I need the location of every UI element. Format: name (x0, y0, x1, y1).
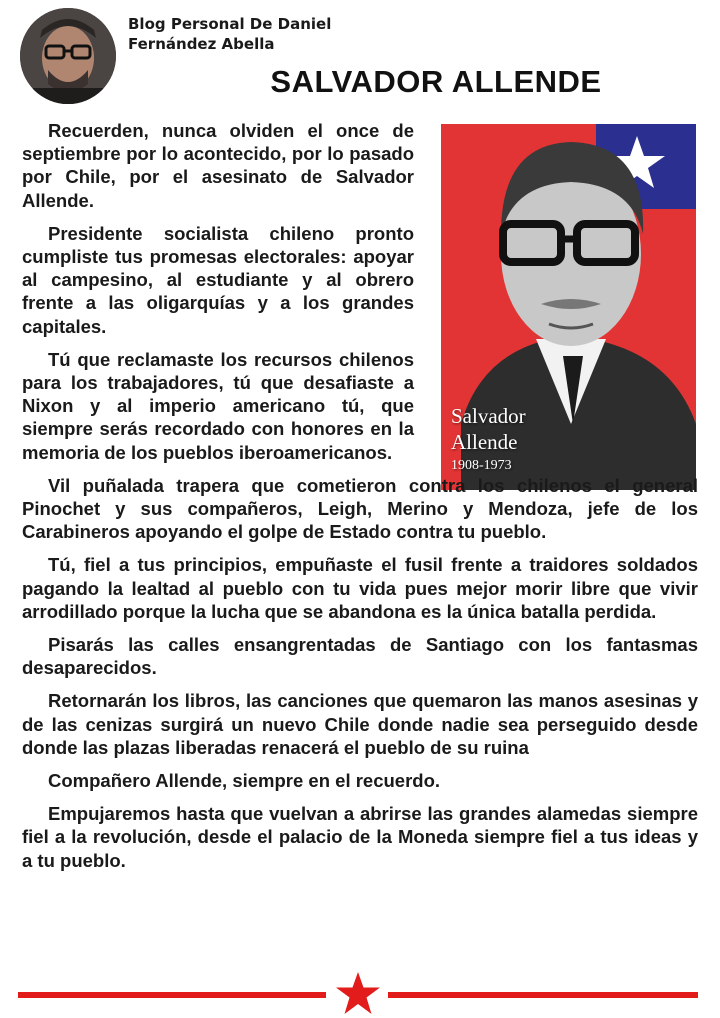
paragraph: Vil puñalada trapera que cometieron contra los chilenos el general Pinochet y sus compañeros, Leigh, Merino y Mendoza, jefe de los Carabineros apoyando el golpe de Estado contra tu pueblo. (22, 474, 698, 543)
footer-rule-right (388, 992, 698, 998)
paragraph: Recuerden, nunca olviden el once de septiembre por lo acontecido, por lo pasado por Chile, por el asesinato de Salvador Allende. (22, 120, 414, 211)
portrait-caption-last: Allende (451, 430, 518, 454)
red-star-icon (335, 971, 381, 1015)
footer-rule-left (18, 992, 326, 998)
blog-name: Blog Personal De Daniel Fernández Abella (128, 15, 332, 53)
paragraph: Compañero Allende, siempre en el recuerdo. (48, 770, 441, 792)
paragraph: Pisarás las calles ensangrentadas de Santiago con los fantasmas desaparecidos. (22, 634, 698, 679)
paragraph: Retornarán los libros, las canciones que quemaron las manos asesinas y de las cenizas surgirá un nuevo Chile donde nadie sea perseguido desde donde las plazas liberadas renacerá el pueblo de su ruina (22, 690, 698, 758)
paragraph: Tú que reclamaste los recursos chilenos para los trabajadores, tú que desafiaste a Nixon y al imperio americano tú, que siempre serás recordado con honores en la memoria de los pueblos iberoamericanos. (22, 348, 414, 463)
paragraph: Empujaremos hasta que vuelvan a abrirse las grandes alamedas siempre fiel a la revolución, desde el palacio de la Moneda siempre fiel a tus ideas y a tu pueblo. (22, 803, 698, 871)
portrait-caption-first: Salvador (451, 404, 526, 428)
paragraph: Presidente socialista chileno pronto cumpliste tus promesas electorales: apoyar al campesino, al estudiante y al obrero frente a las oligarquías y a los grandes capitales. (22, 222, 414, 337)
article-body (22, 119, 698, 882)
page-title: SALVADOR ALLENDE (270, 64, 602, 99)
author-avatar (20, 8, 116, 104)
author-photo (20, 8, 116, 104)
portrait-caption-years: 1908-1973 (451, 458, 512, 473)
paragraph: Tú, fiel a tus principios, empuñaste el fusil frente a traidores soldados pagando la lealtad al pueblo con tu vida pues mejor morir libre que vivir arrodillado porque la lucha que se abandona es la única batalla perdida. (22, 554, 698, 622)
